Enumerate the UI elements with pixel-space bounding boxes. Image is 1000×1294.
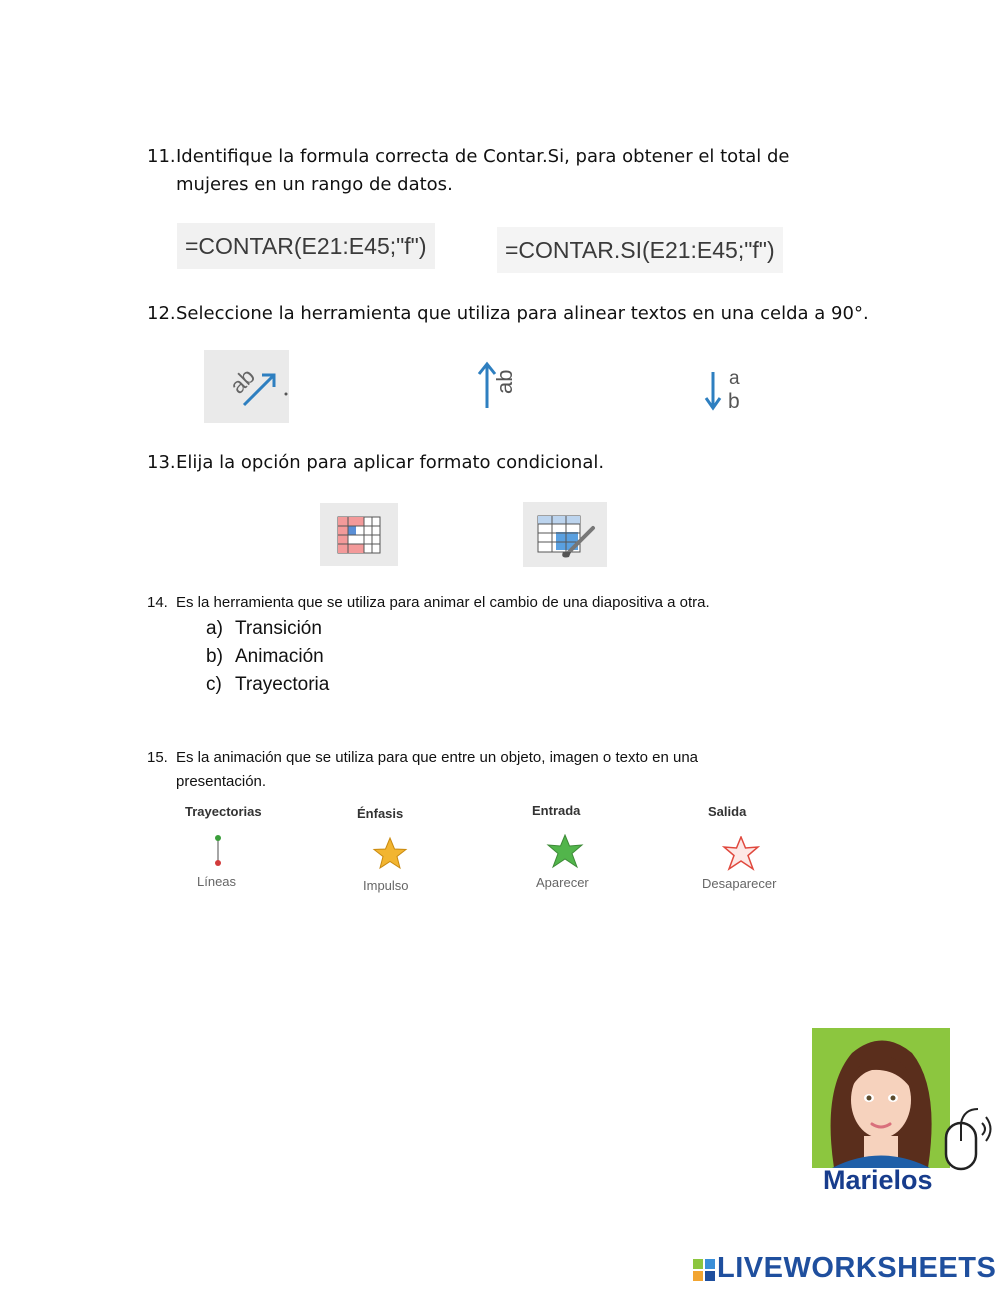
entrance-star-icon [546, 834, 584, 870]
answer-option-b[interactable] [206, 643, 406, 671]
question-text-line1: Identifique la formula correcta de Contar.Si, para obtener el total de [176, 146, 790, 167]
choice-heading: Entrada [532, 803, 581, 818]
choice-heading: Trayectorias [185, 804, 262, 819]
answer-option-c[interactable] [206, 671, 406, 699]
question-number: 14. [147, 594, 168, 611]
option-label: Trayectoria [235, 674, 330, 695]
question-13 [147, 449, 747, 477]
rotate-up-glyph: ab [492, 369, 517, 394]
rotate-text-down-icon[interactable] [700, 364, 755, 414]
question-text: Es la herramienta que se utiliza para animar el cambio de una diapositiva a otra. [176, 594, 710, 611]
question-text-line2: mujeres en un rango de datos. [176, 174, 453, 195]
option-letter: b) [206, 646, 223, 667]
option-letter: c) [206, 674, 222, 695]
option-label: Transición [235, 618, 322, 639]
conditional-formatting-icon[interactable] [320, 503, 398, 566]
rotate-text-up-icon [470, 360, 530, 412]
question-text-line2: presentación. [176, 773, 267, 790]
rotate-text-up-icon[interactable] [470, 360, 530, 412]
question-12 [147, 300, 887, 328]
choice-heading: Énfasis [357, 806, 404, 821]
liveworksheets-logo[interactable] [693, 1252, 997, 1288]
rotate-down-glyph-b: b [728, 390, 740, 413]
author-avatar-illustration [812, 1028, 950, 1168]
animation-choice-salida[interactable] [700, 800, 810, 895]
computer-mouse-icon [940, 1103, 995, 1183]
question-number: 11. [147, 146, 176, 167]
rotate-down-glyph-a: a [729, 368, 740, 389]
question-number: 15. [147, 749, 168, 766]
choice-label: Desaparecer [702, 876, 777, 891]
question-number: 13. [147, 452, 176, 473]
choice-label: Impulso [363, 878, 409, 893]
question-number: 12. [147, 303, 176, 324]
orientation-icon [204, 350, 289, 423]
choice-label: Líneas [197, 874, 237, 889]
rotate-text-down-icon [700, 364, 755, 414]
animation-choice-entrada[interactable] [527, 800, 637, 895]
formula-option-contar[interactable]: =CONTAR(E21:E45;"f") [177, 223, 435, 269]
exit-star-icon [722, 836, 760, 872]
formula-option-contar-si[interactable]: =CONTAR.SI(E21:E45;"f") [497, 227, 783, 273]
author-name: Marielos [823, 1165, 933, 1195]
question-text-line1: Es la animación que se utiliza para que entre un objeto, imagen o texto en una [176, 749, 699, 766]
author-badge [810, 1028, 995, 1203]
option-letter: a) [206, 618, 223, 639]
motion-path-lines-icon [208, 833, 228, 869]
animation-choice-trayectorias[interactable] [180, 800, 290, 895]
question-11 [147, 143, 867, 199]
emphasis-star-icon [372, 836, 408, 872]
liveworksheets-logo-icon [693, 1259, 715, 1281]
author-avatar [812, 1028, 950, 1168]
answer-option-a[interactable] [206, 615, 406, 643]
liveworksheets-logo-text: LIVEWORKSHEETS [717, 1252, 997, 1284]
format-as-table-icon [523, 502, 607, 567]
question-text: Elija la opción para aplicar formato condicional. [176, 452, 605, 473]
question-15 [147, 746, 867, 794]
format-as-table-icon[interactable] [523, 502, 607, 567]
question-text: Seleccione la herramienta que utiliza para alinear textos en una celda a 90°. [176, 303, 869, 324]
orientation-icon[interactable] [204, 350, 289, 423]
choice-label: Aparecer [536, 875, 589, 890]
conditional-formatting-icon [320, 503, 398, 566]
option-label: Animación [235, 646, 324, 667]
choice-heading: Salida [708, 804, 747, 819]
question-14 [147, 591, 867, 615]
animation-choice-enfasis[interactable] [352, 800, 462, 895]
orientation-glyph: ab [224, 363, 260, 399]
